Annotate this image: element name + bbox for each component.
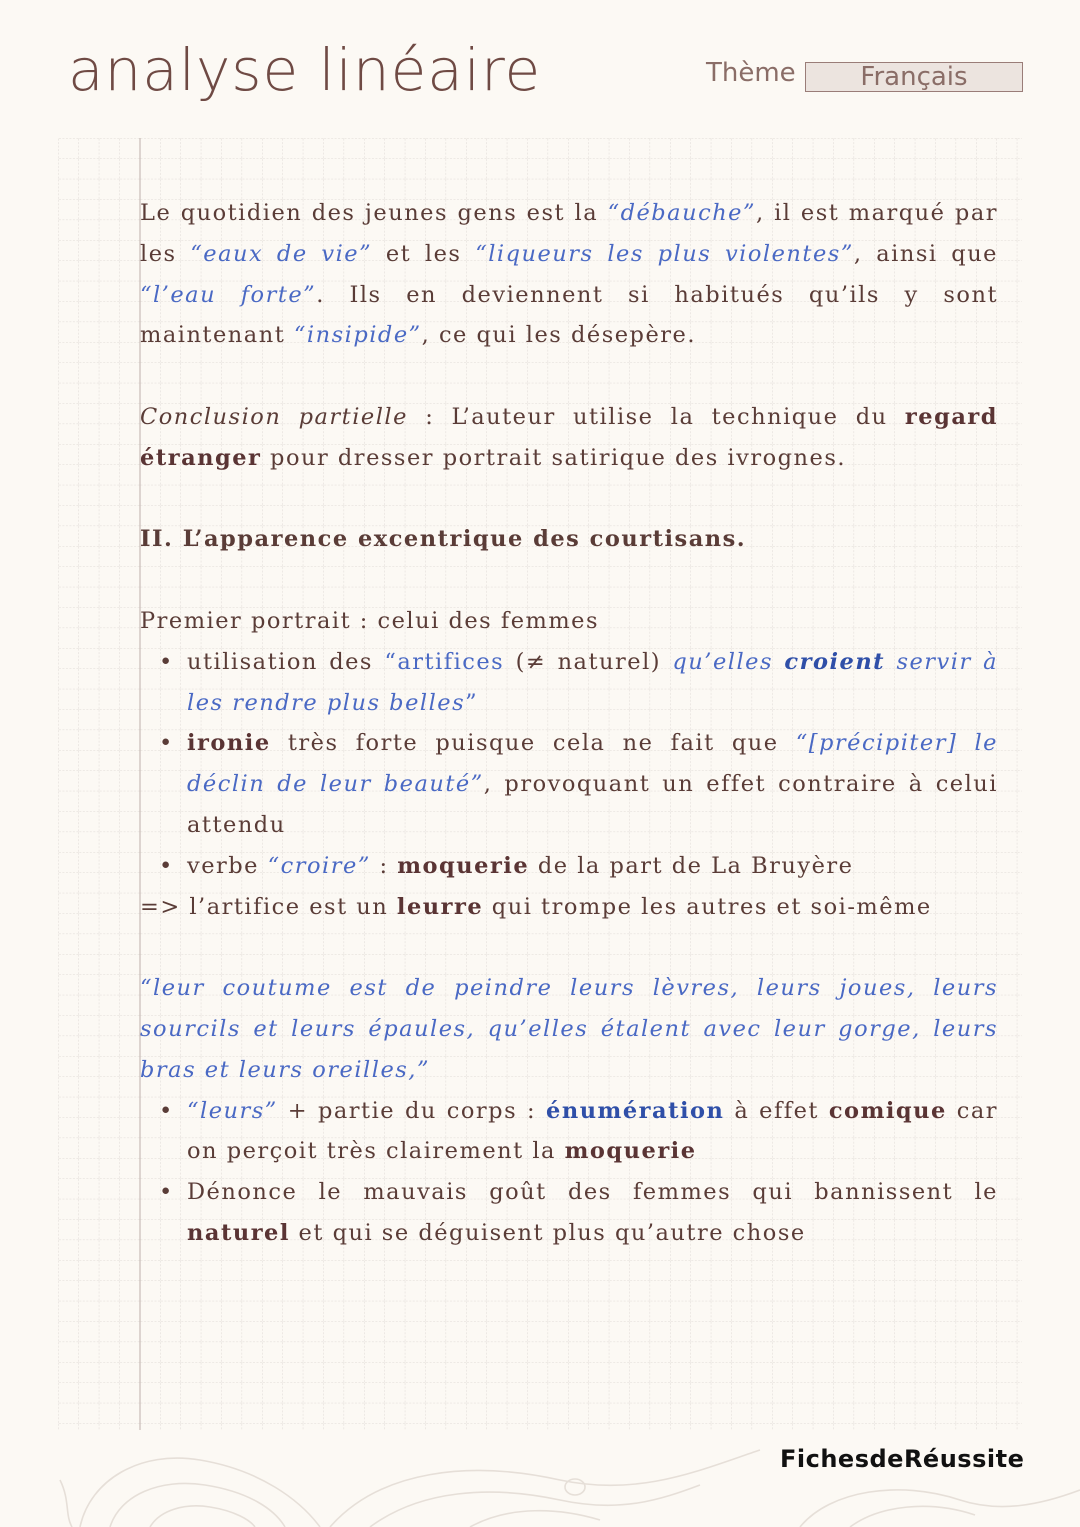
list-item: • Dénonce le mauvais goût des femmes qui bannissent le naturel et qui se déguisent plus qu’autre chose bbox=[187, 1172, 998, 1254]
quote: “insipide” bbox=[293, 322, 422, 349]
conclusion-label: Conclusion partielle bbox=[140, 403, 408, 430]
portrait-conclusion: => l’artifice est un leurre qui trompe les autres et soi-même bbox=[140, 893, 932, 920]
notes-content bbox=[140, 193, 998, 1254]
portrait-intro: Premier portrait : celui des femmes bbox=[140, 607, 600, 634]
paragraph-debauche: Le quotidien des jeunes gens est la “débauche”, il est marqué par les “eaux de vie” et les “liqueurs les plus violentes”, ainsi que “l’eau forte”. Ils en deviennent si habitués qu’ils y sont maintenant “insipide”, ce qui les désepère. bbox=[140, 200, 998, 349]
section-heading: II. L’apparence excentrique des courtisans. bbox=[140, 526, 747, 553]
citation-quote: “leur coutume est de peindre leurs lèvres, leurs joues, leurs sourcils et leurs épaules, qu’elles étalent avec leur gorge, leurs bras et leurs oreilles,” bbox=[140, 975, 998, 1083]
page-title: analyse linéaire bbox=[68, 36, 542, 104]
partial-conclusion: Conclusion partielle : L’auteur utilise la technique du regard étranger pour dresser portrait satirique des ivrognes. bbox=[140, 403, 998, 471]
bold-term: regard étranger bbox=[140, 403, 998, 471]
list-item: • utilisation des “artifices (≠ naturel) qu’elles croient servir à les rendre plus belles” bbox=[187, 642, 998, 724]
quote: “eaux de vie” bbox=[190, 240, 373, 267]
portrait-bullets bbox=[140, 642, 998, 887]
analysis-bullets bbox=[140, 1091, 998, 1254]
list-item: • ironie très forte puisque cela ne fait que “[précipiter] le déclin de leur beauté”, provoquant un effet contraire à celui attendu bbox=[187, 723, 998, 845]
list-item: • “leurs” + partie du corps : énumération à effet comique car on perçoit très clairement la moquerie bbox=[187, 1091, 998, 1173]
brand-logo: FichesdeRéussite bbox=[780, 1445, 1025, 1473]
quote: “débauche” bbox=[607, 200, 757, 226]
quote: “liqueurs les plus violentes” bbox=[475, 240, 854, 267]
quote: “l’eau forte” bbox=[140, 281, 317, 308]
list-item: • verbe “croire” : moquerie de la part de La Bruyère bbox=[187, 846, 998, 887]
theme-label: Thème bbox=[706, 58, 796, 88]
theme-value-box: Français bbox=[805, 62, 1023, 92]
